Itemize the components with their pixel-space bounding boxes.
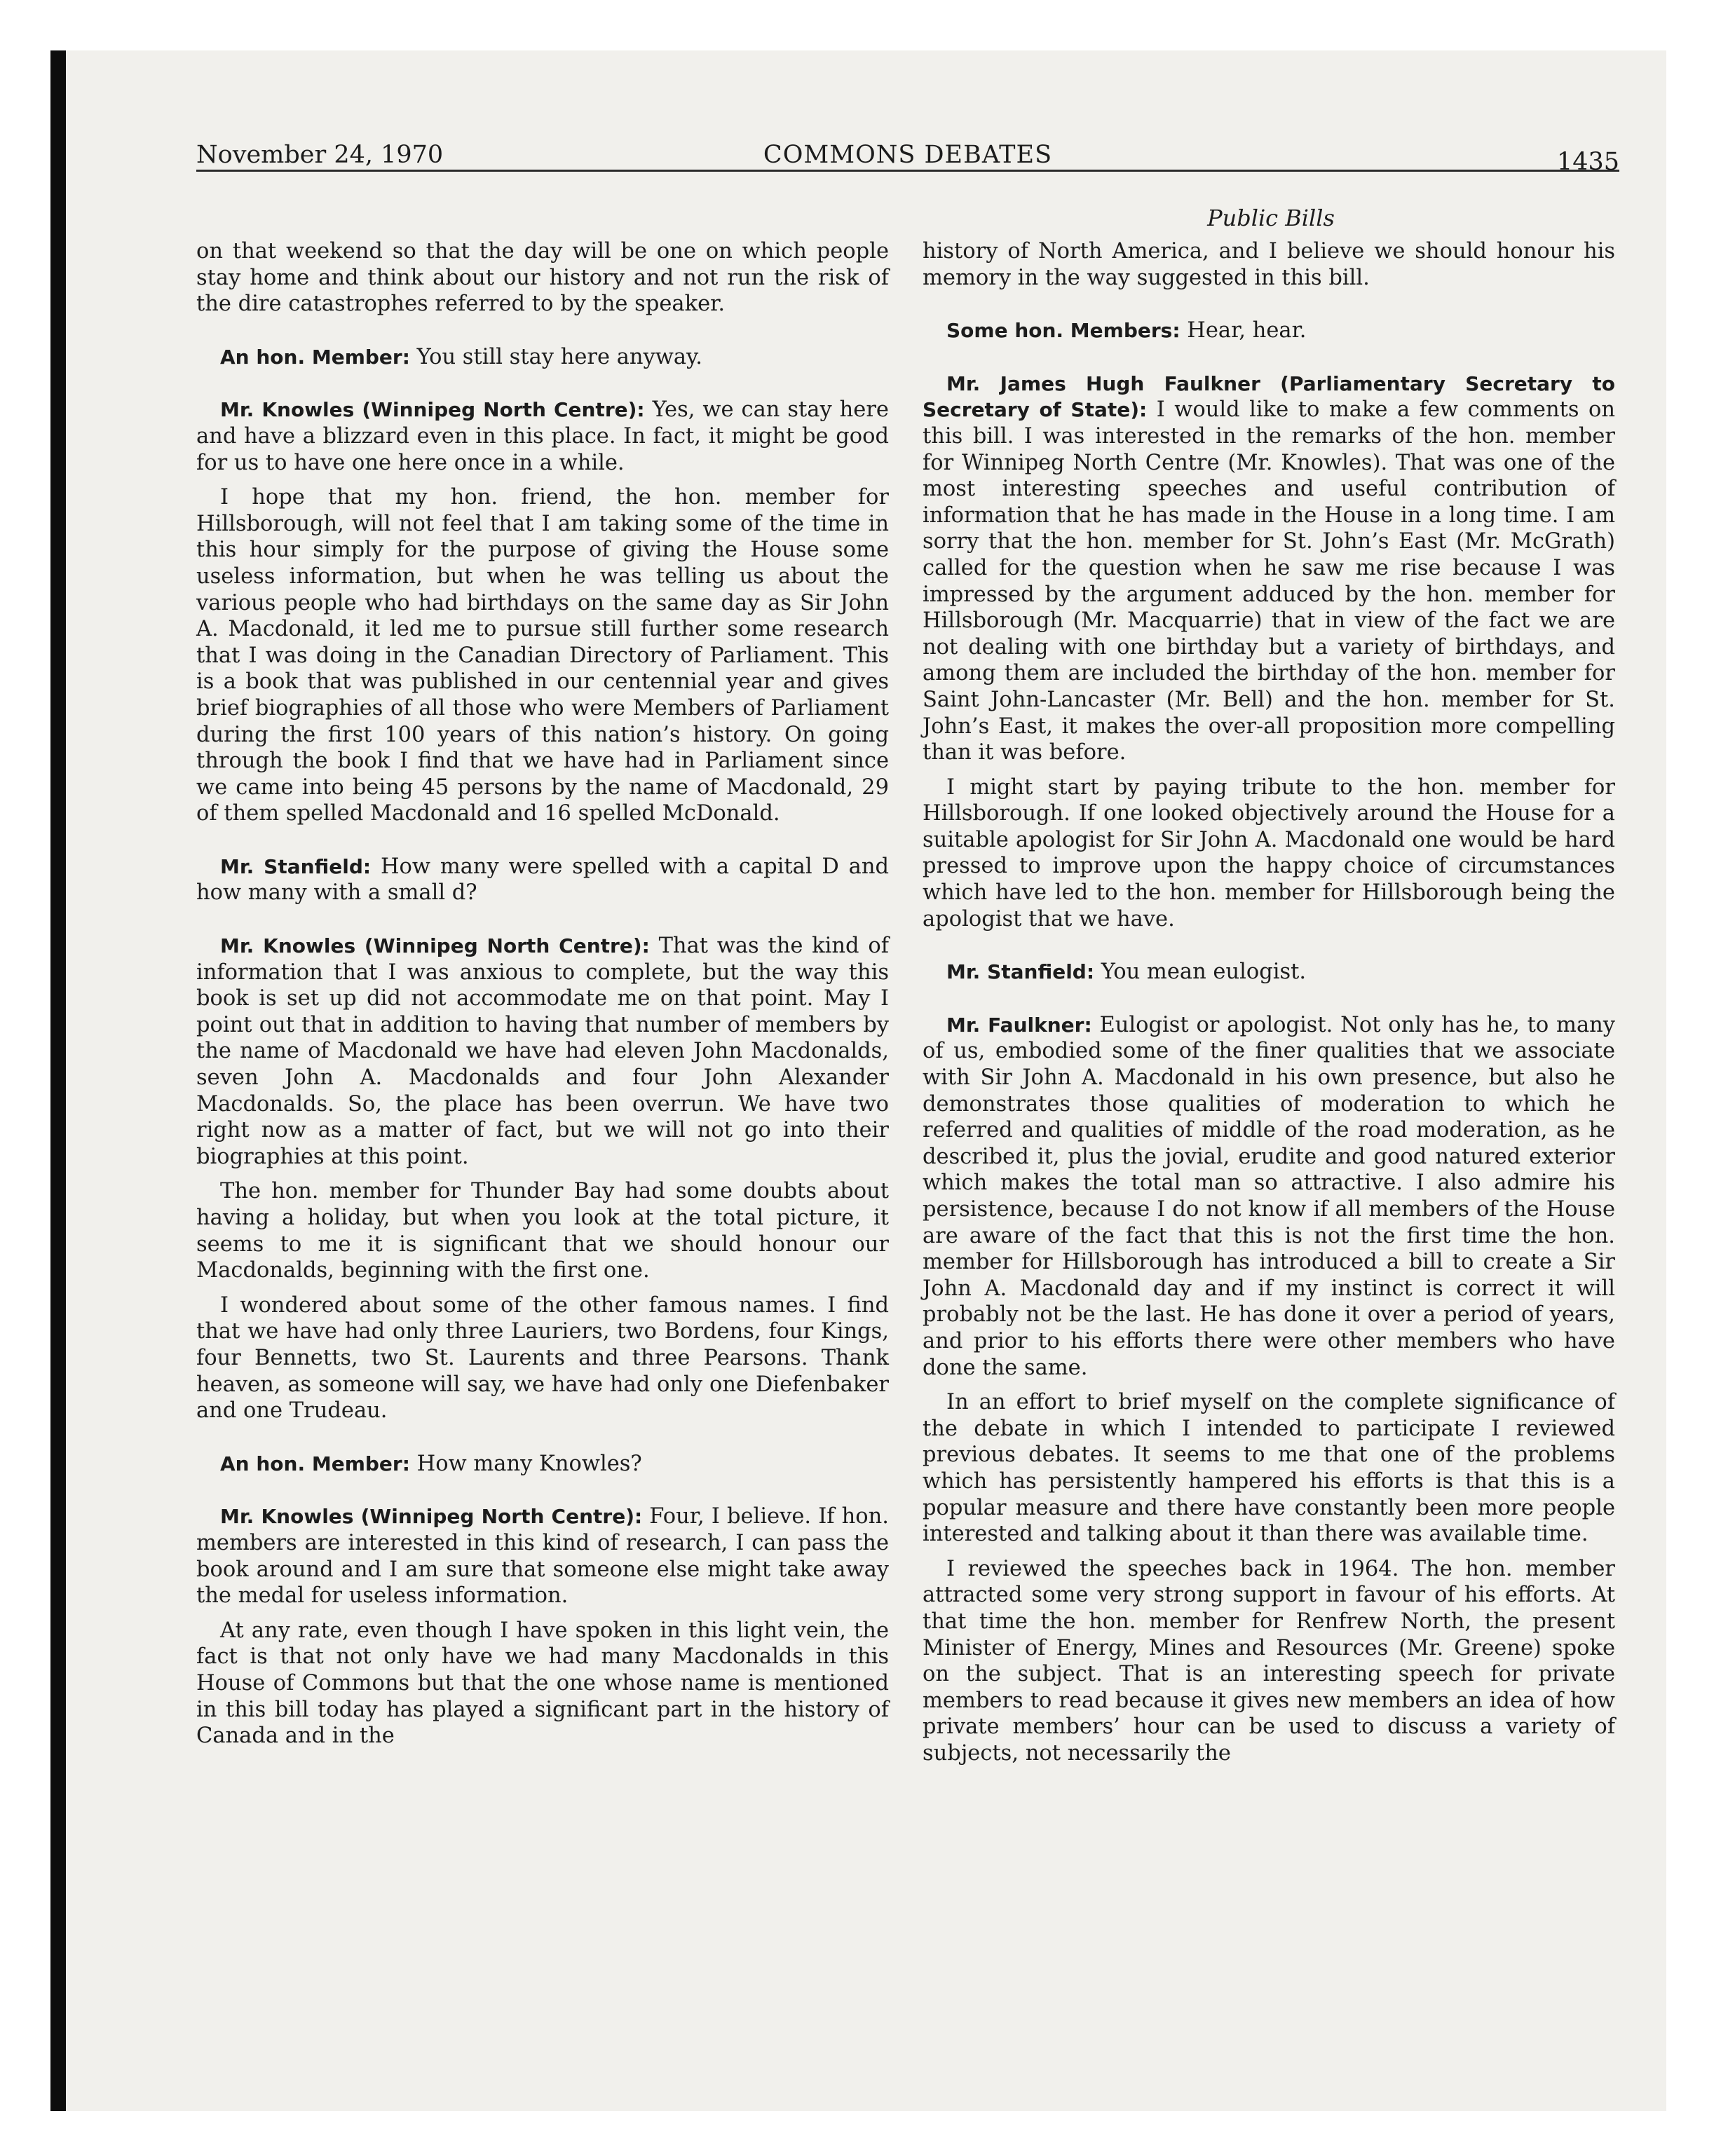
speaker-name: Mr. James Hugh Faulkner (Parliamentary Secretary to Secretary of State):: [923, 371, 1615, 422]
speech-paragraph: [196, 854, 889, 906]
speaker-name: Some hon. Members:: [946, 319, 1181, 343]
speech-paragraph: [196, 397, 889, 476]
speech-text: How many Knowles?: [409, 1451, 642, 1476]
section-label: Public Bills: [1207, 205, 1335, 231]
page-binding-edge: [50, 50, 66, 2111]
speech-text: You still stay here anyway.: [409, 344, 702, 369]
paragraph: on that weekend so that the day will be one on which people stay home and think about our history and not run the risk of the dire catastrophes referred to by the speaker.: [196, 239, 889, 317]
speech-paragraph: [923, 371, 1615, 766]
paragraph: In an effort to brief myself on the complete significance of the debate in which I intended to participate I reviewed previous debates. It seems to me that one of the problems which has persistently hampered his efforts is that this is a popular measure and there have constantly been more people interested and talking about it than there was available time.: [923, 1390, 1615, 1547]
speech-paragraph: [923, 959, 1615, 985]
running-header: [196, 135, 1619, 176]
speech-text: How many were spelled with a capital D and how many with a small d?: [196, 854, 889, 906]
speaker-name: An hon. Member:: [220, 345, 410, 369]
paragraph: I might start by paying tribute to the hon. member for Hillsborough. If one looked objectively around the House for a suitable apologist for Sir John A. Macdonald one would be hard pressed to improve upon the happy choice of circumstances which have led to the hon. member for Hillsborough being the apologist that we have.: [923, 775, 1615, 932]
paragraph: I reviewed the speeches back in 1964. The hon. member attracted some very strong support in favour of his efforts. At that time the hon. member for Renfrew North, the present Minister of Energy, Mines and Resources (Mr. Greene) spoke on the subject. That is an interesting speech for private members to read because it gives new members an idea of how private members’ hour can be used to discuss a variety of subjects, not necessarily the: [923, 1556, 1615, 1766]
speech-paragraph: [196, 344, 889, 371]
speaker-name: Mr. Stanfield:: [220, 854, 372, 878]
speech-paragraph: [923, 318, 1615, 344]
speaker-name: Mr. Knowles (Winnipeg North Centre):: [220, 1505, 643, 1529]
paragraph: I hope that my hon. friend, the hon. member for Hillsborough, will not feel that I am taking some of the time in this hour simply for the purpose of giving the House some useless information, but when he was telling us about the various people who had birthdays on the same day as Sir John A. Macdonald, it led me to pursue still further some research that I was doing in the Canadian Directory of Parliament. This is a book that was published in our centennial year and gives brief biographies of all those who were Members of Parliament during the first 100 years of this nation’s history. On going through the book I find that we have had in Parliament since we came into being 45 persons by the name of Macdonald, 29 of them spelled Macdonald and 16 spelled McDonald.: [196, 485, 889, 826]
speech-paragraph: [196, 933, 889, 1170]
speech-paragraph: [923, 1012, 1615, 1381]
speech-text: Eulogist or apologist. Not only has he, to many of us, embodied some of the finer qualities that we associate with Sir John A. Macdonald in his own presence, but also he demonstrates those qualities of moderation to which he referred and qualities of middle of the road moderation, as he described it, plus the jovial, erudite and good natured exterior which makes the total man so attractive. I also admire his persistence, because I do not know if all members of the House are aware of the fact that this is not the first time the hon. member for Hillsborough has introduced a bill to create a Sir John A. Macdonald day and if my instinct is correct it will probably not be the last. He has done it over a period of years, and prior to his efforts there were other members who have done the same.: [923, 1012, 1615, 1380]
speech-text: That was the kind of information that I was anxious to complete, but the way this book is set up did not accommodate me on that point. May I point out that in addition to having that number of members by the name of Macdonald we have had eleven John Macdonalds, seven John A. Macdonalds and four John Alexander Macdonalds. So, the place has been overrun. We have two right now as a matter of fact, but we will not go into their biographies at this point.: [196, 934, 889, 1169]
header-date: November 24, 1970: [196, 141, 444, 169]
speaker-name: Mr. Faulkner:: [946, 1013, 1092, 1037]
speech-text: I would like to make a few comments on this bill. I was interested in the remarks of the hon. member for Winnipeg North Centre (Mr. Knowles). That was one of the most interesting speeches and useful contribution of information that he has made in the House in a long time. I am sorry that the hon. member for St. John’s East (Mr. McGrath) called for the question when he saw me rise because I was impressed by the argument adduced by the hon. member for Hillsborough (Mr. Macquarrie) that in view of the fact we are not dealing with one birthday but a variety of birthdays, and among them are included the birthday of the hon. member for Saint John-Lancaster (Mr. Bell) and the hon. member for St. John’s East, it makes the over-all proposition more compelling than it was before.: [923, 397, 1615, 765]
right-column: [923, 238, 1615, 1766]
speaker-name: Mr. Stanfield:: [946, 960, 1095, 984]
speaker-name: An hon. Member:: [220, 1452, 410, 1475]
paragraph: At any rate, even though I have spoken in this light vein, the fact is that not only have we had many Macdonalds in this House of Commons but that the one whose name is mentioned in this bill today has played a significant part in the history of Canada and in the: [196, 1618, 889, 1749]
header-title: COMMONS DEBATES: [763, 141, 1053, 169]
paragraph: history of North America, and I believe we should honour his memory in the way suggested in this bill.: [923, 239, 1615, 290]
speech-text: Yes, we can stay here and have a blizzard even in this place. In fact, it might be good for us to have one here once in a while.: [196, 397, 889, 475]
speech-text: You mean eulogist.: [1094, 960, 1307, 985]
speech-paragraph: [196, 1503, 889, 1609]
speech-text: Hear, hear.: [1180, 318, 1307, 343]
speaker-name: Mr. Knowles (Winnipeg North Centre):: [220, 398, 645, 422]
left-column: [196, 238, 889, 1749]
page-number: 1435: [1556, 148, 1619, 176]
speech-paragraph: [196, 1451, 889, 1478]
paragraph: I wondered about some of the other famous names. I find that we have had only three Lauriers, two Bordens, four Kings, four Bennetts, two St. Laurents and three Pearsons. Thank heaven, as someone will say, we have had only one Diefenbaker and one Trudeau.: [196, 1292, 889, 1424]
speaker-name: Mr. Knowles (Winnipeg North Centre):: [220, 934, 650, 958]
speech-text: Four, I believe. If hon. members are interested in this kind of research, I can pass the book around and I am sure that someone else might take away the medal for useless information.: [196, 1504, 889, 1609]
paragraph: The hon. member for Thunder Bay had some doubts about having a holiday, but when you look at the total picture, it seems to me it is significant that we should honour our Macdonalds, beginning with the first one.: [196, 1179, 889, 1283]
